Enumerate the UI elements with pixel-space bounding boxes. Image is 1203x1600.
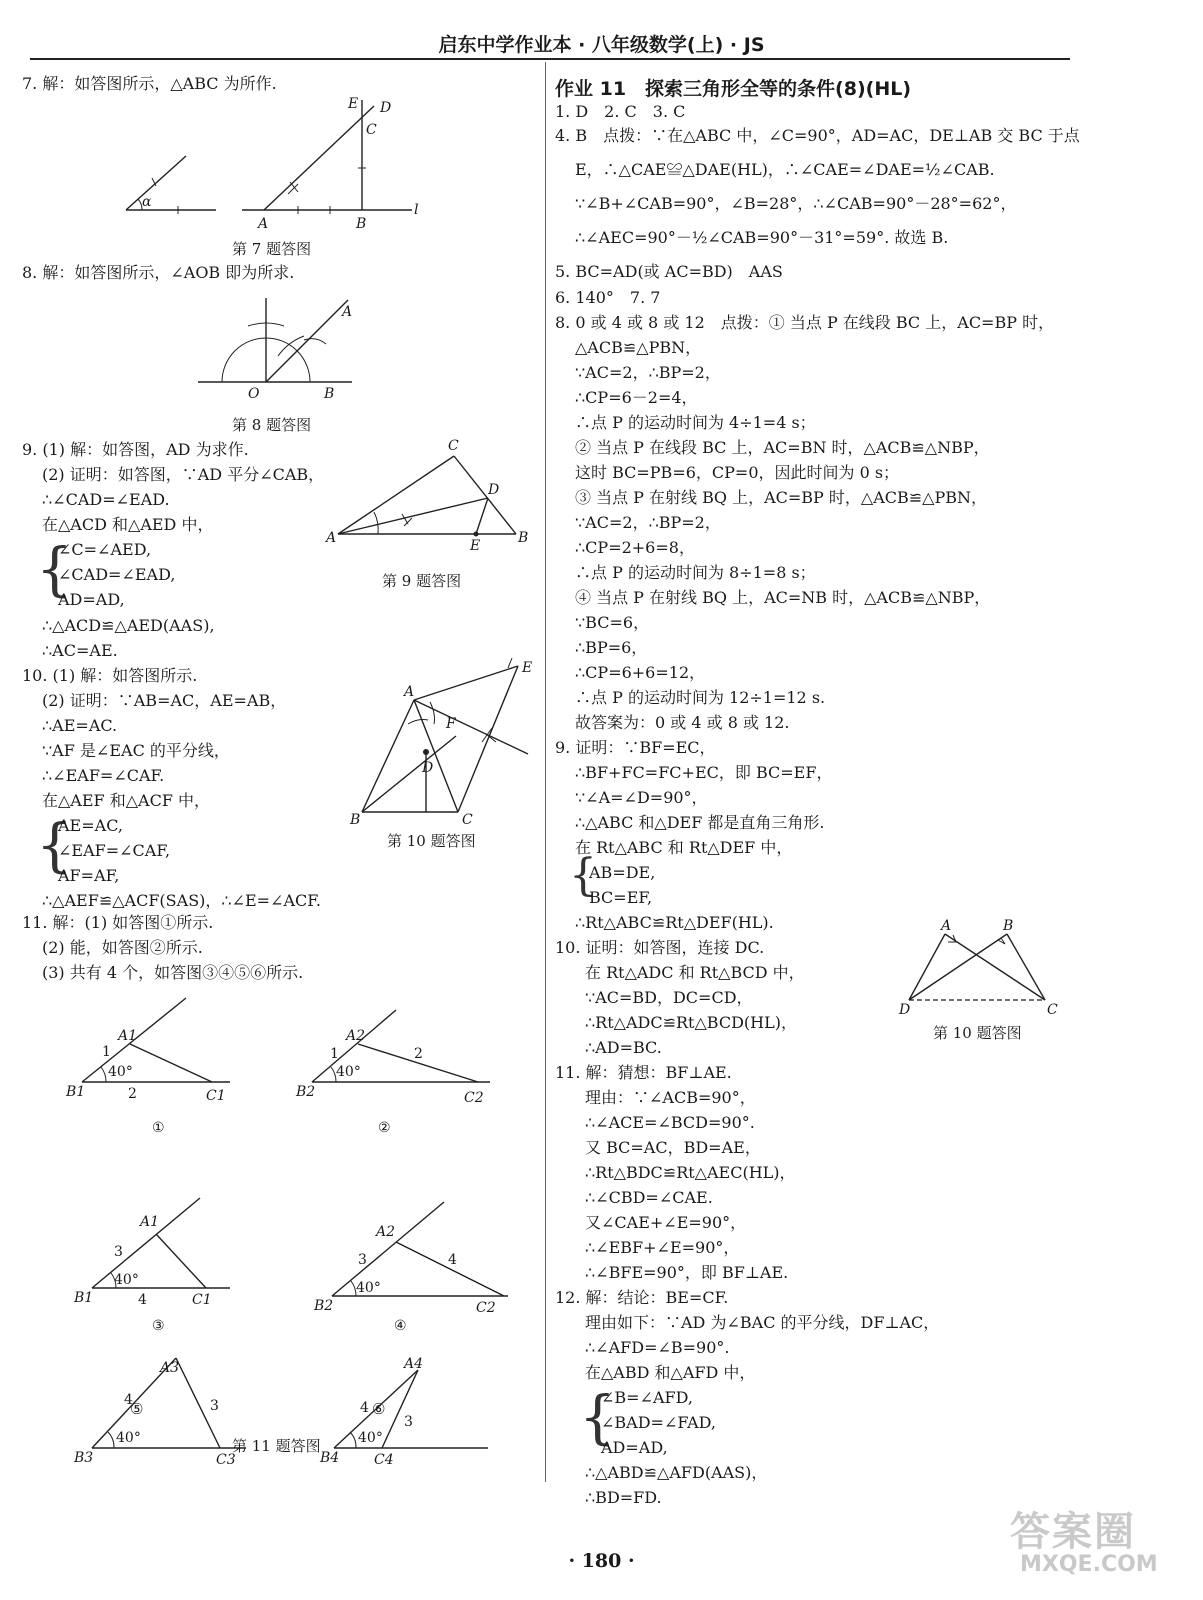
svg-text:B: B <box>518 530 529 546</box>
fig10-diagram <box>332 658 542 828</box>
watermark-text: 答案圈 <box>1010 1509 1136 1555</box>
svg-text:A: A <box>326 530 337 546</box>
r-q4-line-2: E，∴△CAE≌△DAE(HL)，∴∠CAE=∠DAE=½∠CAB. <box>575 160 995 179</box>
q9-system-1: ∠C=∠AED, <box>58 540 152 559</box>
r-q8-line-10: ∴CP=2+6=8， <box>575 538 695 557</box>
r-q8-line-11: ∴点 P 的运动时间为 8÷1=8 s； <box>575 563 816 582</box>
svg-text:B1: B1 <box>66 1084 86 1100</box>
r-fig10-caption: 第 10 题答图 <box>933 1024 1022 1042</box>
svg-text:2: 2 <box>128 1086 137 1102</box>
svg-text:1: 1 <box>102 1044 111 1060</box>
fig11-label-5: ⑤ <box>130 1400 144 1418</box>
svg-text:A1: A1 <box>118 1028 138 1044</box>
r-q8-line-8: ③ 当点 P 在射线 BQ 上，AC=BP 时，△ACB≌△PBN， <box>575 488 987 507</box>
r-q12-system-3: AD=AD, <box>601 1438 668 1457</box>
r-q1-3: 1. D 2. C 3. C <box>555 102 686 121</box>
svg-text:B1: B1 <box>74 1290 94 1306</box>
r-q4-line-4: ∴∠AEC=90°－½∠CAB=90°－31°=59°. 故选 B. <box>575 228 949 247</box>
fig9-diagram <box>322 438 532 560</box>
r-q11-line-7: 又∠CAE+∠E=90°， <box>585 1213 747 1232</box>
r-q8-line-9: ∵AC=2，∴BP=2， <box>575 513 721 532</box>
svg-text:D: D <box>899 1002 911 1018</box>
r-q12-end-2: ∴BD=FD. <box>585 1488 662 1507</box>
svg-text:1: 1 <box>330 1046 339 1062</box>
r-q8-line-13: ∵BC=6， <box>575 613 650 632</box>
svg-text:④: ④ <box>394 1318 407 1334</box>
q11-line-3: (3) 共有 4 个，如答图③④⑤⑥所示. <box>42 963 304 982</box>
q10-line-2: (2) 证明：∵AB=AC，AE=AB， <box>42 691 287 710</box>
r-q5: 5. BC=AD(或 AC=BD) AAS <box>555 262 783 281</box>
fig11-triangle-5 <box>73 1358 246 1468</box>
svg-text:A: A <box>258 216 269 232</box>
r-q8-line-17: 故答案为：0 或 4 或 8 或 12. <box>575 713 790 732</box>
svg-text:40°: 40° <box>336 1064 361 1080</box>
q8-text: 8. 解：如答图所示，∠AOB 即为所求. <box>22 263 295 282</box>
svg-text:B2: B2 <box>296 1084 316 1100</box>
page-number: · 180 · <box>568 1550 635 1572</box>
svg-text:A: A <box>342 304 353 320</box>
q9-end-2: ∴AC=AE. <box>42 641 118 660</box>
svg-text:3: 3 <box>404 1414 413 1430</box>
r-q12-brace: { <box>579 1383 616 1451</box>
svg-text:B: B <box>324 386 335 402</box>
fig9-caption: 第 9 题答图 <box>382 572 462 590</box>
r-q9-system-2: BC=EF, <box>589 888 653 907</box>
svg-text:C4: C4 <box>374 1452 394 1468</box>
r-q11-line-1: 11. 解：猜想：BF⊥AE. <box>555 1063 732 1082</box>
q10-brace: { <box>36 811 73 879</box>
svg-text:E: E <box>470 538 481 554</box>
watermark-url: MXQE.COM <box>1020 1552 1158 1577</box>
q11-line-1: 11. 解：(1) 如答图①所示. <box>22 913 214 932</box>
r-q11-line-5: ∴Rt△BDC≌Rt△AEC(HL)， <box>585 1163 796 1182</box>
svg-text:②: ② <box>378 1120 391 1136</box>
q10-system-2: ∠EAF=∠CAF, <box>58 841 171 860</box>
fig11-triangle-4 <box>313 1202 508 1334</box>
svg-text:C: C <box>462 812 473 828</box>
q9-line-1: 9. (1) 解：如答图，AD 为求作. <box>22 440 249 459</box>
svg-text:O: O <box>248 386 260 402</box>
q10-line-5: ∴∠EAF=∠CAF. <box>42 766 165 785</box>
header-rule <box>30 58 1070 60</box>
r-q9-line-1: 9. 证明：∵BF=EC， <box>555 738 716 757</box>
q10-line-4: ∵AF 是∠EAC 的平分线， <box>42 741 230 760</box>
svg-text:C3: C3 <box>216 1452 236 1468</box>
q9-brace: { <box>36 535 73 603</box>
svg-text:B3: B3 <box>74 1450 94 1466</box>
svg-text:D: D <box>380 100 392 116</box>
svg-text:B: B <box>356 216 367 232</box>
section-title: 作业 11 探索三角形全等的条件(8)(HL) <box>555 78 912 100</box>
svg-text:4: 4 <box>138 1292 147 1308</box>
fig7-diagram <box>112 96 442 256</box>
r-q8-line-6: ② 当点 P 在线段 BC 上，AC=BN 时，△ACB≌△NBP， <box>575 438 990 457</box>
r-fig10-diagram <box>895 920 1075 1020</box>
fig11-caption: 第 11 题答图 <box>232 1437 321 1455</box>
r-q10-line-2: 在 Rt△ADC 和 Rt△BCD 中， <box>585 963 805 982</box>
r-q10-line-4: ∴Rt△ADC≌Rt△BCD(HL)， <box>585 1013 797 1032</box>
q9-line-2: (2) 证明：如答图，∵AD 平分∠CAB， <box>42 465 325 484</box>
svg-text:C: C <box>1047 1002 1058 1018</box>
svg-text:B2: B2 <box>314 1298 334 1314</box>
r-q10-line-1: 10. 证明：如答图，连接 DC. <box>555 938 765 957</box>
svg-text:3: 3 <box>210 1398 219 1414</box>
r-q11-line-6: ∴∠CBD=∠CAE. <box>585 1188 713 1207</box>
r-q12-line-3: ∴∠AFD=∠B=90°. <box>585 1338 730 1357</box>
svg-text:40°: 40° <box>358 1430 383 1446</box>
svg-text:A1: A1 <box>140 1214 160 1230</box>
r-q11-line-2: 理由：∵∠ACB=90°， <box>585 1088 756 1107</box>
fig7-caption: 第 7 题答图 <box>232 240 312 258</box>
svg-text:C: C <box>448 438 459 454</box>
r-q8-line-5: ∴点 P 的运动时间为 4÷1=4 s； <box>575 413 816 432</box>
q9-line-4: 在△ACD 和△AED 中， <box>42 515 214 534</box>
r-q8-line-3: ∵AC=2，∴BP=2， <box>575 363 721 382</box>
q10-system-1: AE=AC, <box>58 816 123 835</box>
fig11-triangle-2 <box>295 1010 490 1136</box>
svg-text:C: C <box>366 122 377 138</box>
q10-line-6: 在△AEF 和△ACF 中， <box>42 791 211 810</box>
r-q12-line-4: 在△ABD 和△AFD 中， <box>585 1363 756 1382</box>
svg-text:4: 4 <box>124 1392 133 1408</box>
r-q9-brace: { <box>569 850 597 901</box>
fig11-triangle-6 <box>319 1356 488 1468</box>
q9-end-1: ∴△ACD≌△AED(AAS), <box>42 616 215 635</box>
r-q9-line-2: ∴BF+FC=FC+EC，即 BC=EF， <box>575 763 833 782</box>
svg-text:A: A <box>404 684 415 700</box>
svg-text:C2: C2 <box>476 1300 496 1316</box>
r-q8-line-12: ④ 当点 P 在射线 BQ 上，AC=NB 时，△ACB≌△NBP， <box>575 588 991 607</box>
fig10-caption: 第 10 题答图 <box>387 832 476 850</box>
q11-line-2: (2) 能，如答图②所示. <box>42 938 203 957</box>
r-q12-line-2: 理由如下：∵AD 为∠BAC 的平分线，DF⊥AC， <box>585 1313 940 1332</box>
fig11-triangle-1 <box>65 998 230 1136</box>
svg-text:A3: A3 <box>160 1360 180 1376</box>
svg-text:40°: 40° <box>114 1272 139 1288</box>
r-q8-line-2: △ACB≌△PBN， <box>575 338 702 357</box>
fig8-caption: 第 8 题答图 <box>232 416 312 434</box>
r-q9-line-3: ∵∠A=∠D=90°， <box>575 788 708 807</box>
r-q8-line-4: ∴CP=6－2=4， <box>575 388 698 407</box>
svg-text:40°: 40° <box>108 1064 133 1080</box>
fig11-label-6: ⑥ <box>372 1400 386 1418</box>
r-q10-line-5: ∴AD=BC. <box>585 1038 662 1057</box>
r-q12-system-2: ∠BAD=∠FAD, <box>601 1413 716 1432</box>
q7-text: 7. 解：如答图所示，△ABC 为所作. <box>22 74 277 93</box>
q10-system-3: AF=AF, <box>58 866 120 885</box>
r-q8-line-7: 这时 BC=PB=6，CP=0，因此时间为 0 s； <box>575 463 900 482</box>
svg-text:C2: C2 <box>464 1090 484 1106</box>
svg-text:E: E <box>522 660 533 676</box>
r-q4-line-3: ∵∠B+∠CAB=90°，∠B=28°，∴∠CAB=90°－28°=62°， <box>575 194 1017 213</box>
r-q8-line-1: 8. 0 或 4 或 8 或 12 点拨：① 当点 P 在线段 BC 上，AC=BP 时， <box>555 313 1055 332</box>
svg-text:3: 3 <box>114 1244 123 1260</box>
q10-end: ∴△AEF≌△ACF(SAS)，∴∠E=∠ACF. <box>42 891 321 910</box>
q9-system-3: AD=AD, <box>58 590 125 609</box>
r-q8-line-16: ∴点 P 的运动时间为 12÷1=12 s. <box>575 688 826 707</box>
svg-text:3: 3 <box>358 1252 367 1268</box>
svg-text:40°: 40° <box>356 1280 381 1296</box>
fig8-diagram <box>192 292 362 402</box>
svg-text:A: A <box>941 918 952 934</box>
r-q6-7: 6. 140° 7. 7 <box>555 288 661 307</box>
r-q12-line-1: 12. 解：结论：BE=CF. <box>555 1288 729 1307</box>
r-q9-system-1: AB=DE, <box>589 863 656 882</box>
svg-text:A4: A4 <box>404 1356 424 1372</box>
r-q12-end-1: ∴△ABD≌△AFD(AAS)， <box>585 1463 768 1482</box>
r-q4-line-1: 4. B 点拨：∵在△ABC 中，∠C=90°，AD=AC，DE⊥AB 交 BC 于点 <box>555 126 1080 145</box>
svg-text:A2: A2 <box>376 1224 396 1240</box>
r-q11-line-4: 又 BC=AC，BD=AE， <box>585 1138 761 1157</box>
svg-text:l: l <box>414 202 419 218</box>
left-column <box>22 70 542 1470</box>
svg-text:4: 4 <box>448 1252 457 1268</box>
q10-line-1: 10. (1) 解：如答图所示. <box>22 666 198 685</box>
r-q9-line-5: 在 Rt△ABC 和 Rt△DEF 中， <box>575 838 793 857</box>
svg-text:B: B <box>350 812 361 828</box>
right-column <box>555 70 1080 1507</box>
r-q11-line-9: ∴∠BFE=90°，即 BF⊥AE. <box>585 1263 789 1282</box>
svg-text:①: ① <box>152 1120 165 1136</box>
svg-text:③: ③ <box>152 1318 165 1334</box>
svg-text:2: 2 <box>414 1046 423 1062</box>
r-q8-line-14: ∴BP=6， <box>575 638 648 657</box>
r-q10-line-3: ∵AC=BD，DC=CD， <box>585 988 753 1007</box>
watermark-logo <box>1000 1500 1190 1595</box>
r-q12-system-1: ∠B=∠AFD, <box>601 1388 693 1407</box>
page-header: 启东中学作业本 · 八年级数学(上) · JS <box>438 34 765 56</box>
svg-text:C1: C1 <box>206 1088 226 1104</box>
r-q8-line-15: ∴CP=6+6=12， <box>575 663 706 682</box>
q9-line-3: ∴∠CAD=∠EAD. <box>42 490 170 509</box>
svg-text:F: F <box>446 716 456 732</box>
svg-text:α: α <box>142 194 152 210</box>
q9-system-2: ∠CAD=∠EAD, <box>58 565 176 584</box>
svg-text:40°: 40° <box>116 1430 141 1446</box>
svg-text:4: 4 <box>360 1400 369 1416</box>
q10-line-3: ∴AE=AC. <box>42 716 118 735</box>
svg-text:E: E <box>348 96 359 112</box>
column-divider <box>545 62 546 1482</box>
svg-text:B: B <box>1003 918 1014 934</box>
r-q9-end: ∴Rt△ABC≌Rt△DEF(HL). <box>575 913 774 932</box>
r-q9-line-4: ∴△ABC 和△DEF 都是直角三角形. <box>575 813 825 832</box>
svg-text:A2: A2 <box>346 1028 366 1044</box>
svg-text:C1: C1 <box>192 1292 212 1308</box>
svg-text:B4: B4 <box>320 1450 340 1466</box>
r-q11-line-8: ∴∠EBF+∠E=90°， <box>585 1238 740 1257</box>
svg-text:D: D <box>488 482 500 498</box>
svg-text:D: D <box>422 760 434 776</box>
fig11-triangle-3 <box>73 1198 230 1334</box>
r-q11-line-3: ∴∠ACE=∠BCD=90°. <box>585 1113 755 1132</box>
